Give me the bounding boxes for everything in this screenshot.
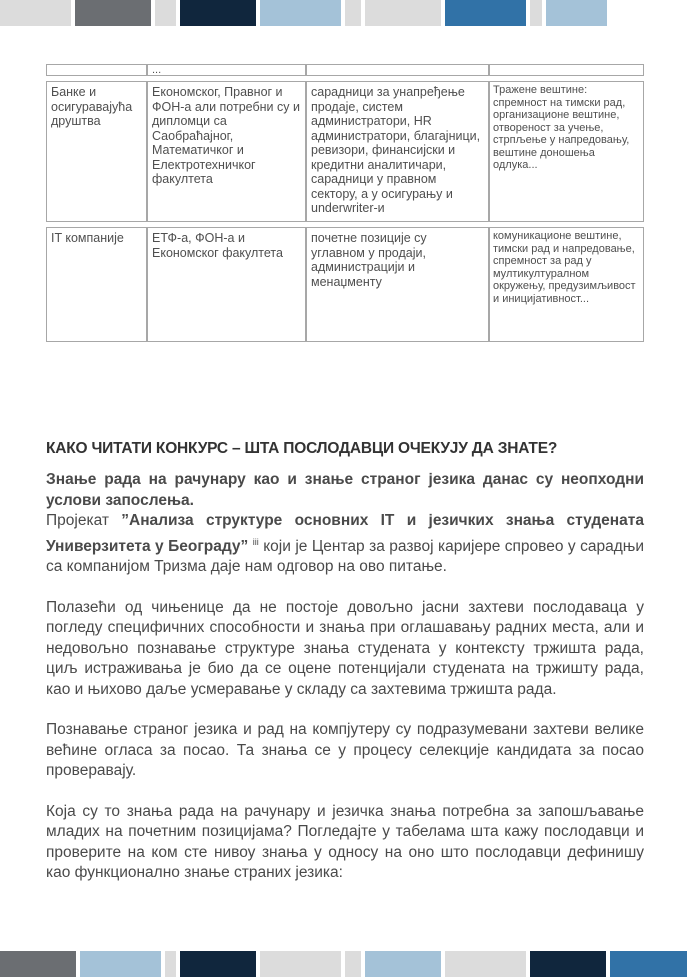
band-segment xyxy=(365,0,441,26)
band-segment xyxy=(260,0,341,26)
band-segment xyxy=(365,951,441,977)
band-segment xyxy=(75,0,151,26)
table-cell xyxy=(489,64,644,76)
band-segment xyxy=(165,951,176,977)
project-paragraph xyxy=(46,511,644,578)
faculties-cell: Економског, Правног и ФОН-а али потребни су и дипломци са Саобраћајног, Математичког и Електротехничког факултета xyxy=(147,81,306,222)
project-title: ”Анализа структуре основних IT и језичких знања студената Универзитета у Београду” xyxy=(46,512,644,555)
project-prefix: Пројекат xyxy=(46,512,122,529)
project-suffix: који је Центар за развој каријере спровео у сарадњи са компанијом Тризма даје нам одговор на ово питање. xyxy=(46,537,644,576)
band-segment xyxy=(345,0,361,26)
band-segment xyxy=(610,951,687,977)
band-segment xyxy=(155,0,176,26)
band-segment xyxy=(345,951,361,977)
positions-cell: сарадници за унапређење продаје, систем администратори, HR администратори, благајници, ревизори, финансијски и кредитни аналитичари, сарадници у правном сектору, а у осигурању и underwriter-и xyxy=(306,81,489,222)
band-segment xyxy=(530,951,606,977)
faculties-cell: ЕТФ-а, ФОН-а и Економског факултета xyxy=(147,227,306,342)
bottom-decorative-band xyxy=(0,951,691,977)
industry-cell: IT компаније xyxy=(46,227,147,342)
band-segment xyxy=(445,0,526,26)
band-segment xyxy=(546,0,607,26)
industry-cell: Банке и осигуравајућа друштва xyxy=(46,81,147,222)
article-section xyxy=(46,440,644,904)
band-segment xyxy=(530,0,542,26)
table-cell-ellipsis: ... xyxy=(147,64,306,76)
skills-cell: комуникационе вештине, тимски рад и напредовање, спремност за рад у мултикултуралном окружењу, предузимљивост и иницијативност... xyxy=(489,227,644,342)
endnote-marker: iii xyxy=(252,536,259,547)
employer-requirements-table xyxy=(46,64,644,342)
band-segment xyxy=(0,0,71,26)
table-row xyxy=(46,227,644,342)
band-segment xyxy=(180,0,256,26)
positions-cell: почетне позиције су углавном у продаји, администрацији и менаџменту xyxy=(306,227,489,342)
section-heading: КАКО ЧИТАТИ КОНКУРС – ШТА ПОСЛОДАВЦИ ОЧЕКУЈУ ДА ЗНАТЕ? xyxy=(46,440,558,457)
requirements-paragraph: Познавање страног језика и рад на компјутеру су подразумевани захтеви велике већине огласа за посао. Та знања се у процесу селекције кандидата за посао проверавају. xyxy=(46,721,644,780)
table-cell xyxy=(306,64,489,76)
skills-cell: Тражене вештине: спремност на тимски рад, организационе вештине, отвореност за учење, стрпљење у напредовању, вештине доношења одлука... xyxy=(489,81,644,222)
table-continuation-row xyxy=(46,64,644,76)
band-segment xyxy=(260,951,341,977)
band-segment xyxy=(445,951,526,977)
top-decorative-band xyxy=(0,0,691,26)
lead-paragraph: Знање рада на рачунару као и знање страног језика данас су неопходни услови запослења. xyxy=(46,471,644,509)
question-paragraph: Која су то знања рада на рачунару и језичка знања потребна за запошљавање младих на почетним позицијама? Погледајте у табелама шта кажу послодавци и проверите на ком сте нивоу знања у односу на оно што послодавци дефинишу као функционално знање страних језика: xyxy=(46,802,644,882)
band-segment xyxy=(0,951,76,977)
band-segment xyxy=(180,951,256,977)
research-goal-paragraph: Полазећи од чињенице да не постоје довољно јасни захтеви послодаваца у погледу специфичних способности и знања при оглашавању радних места, али и недовољно познавање структуре знања студената у контексту тржишта рада, циљ истраживања је био да се оцене потенцијали студената на тржишту рада, као и њихово даље усмеравање у складу са захтевима тржишта рада. xyxy=(46,598,644,698)
table-cell xyxy=(46,64,147,76)
band-segment xyxy=(80,951,161,977)
table-row xyxy=(46,81,644,222)
